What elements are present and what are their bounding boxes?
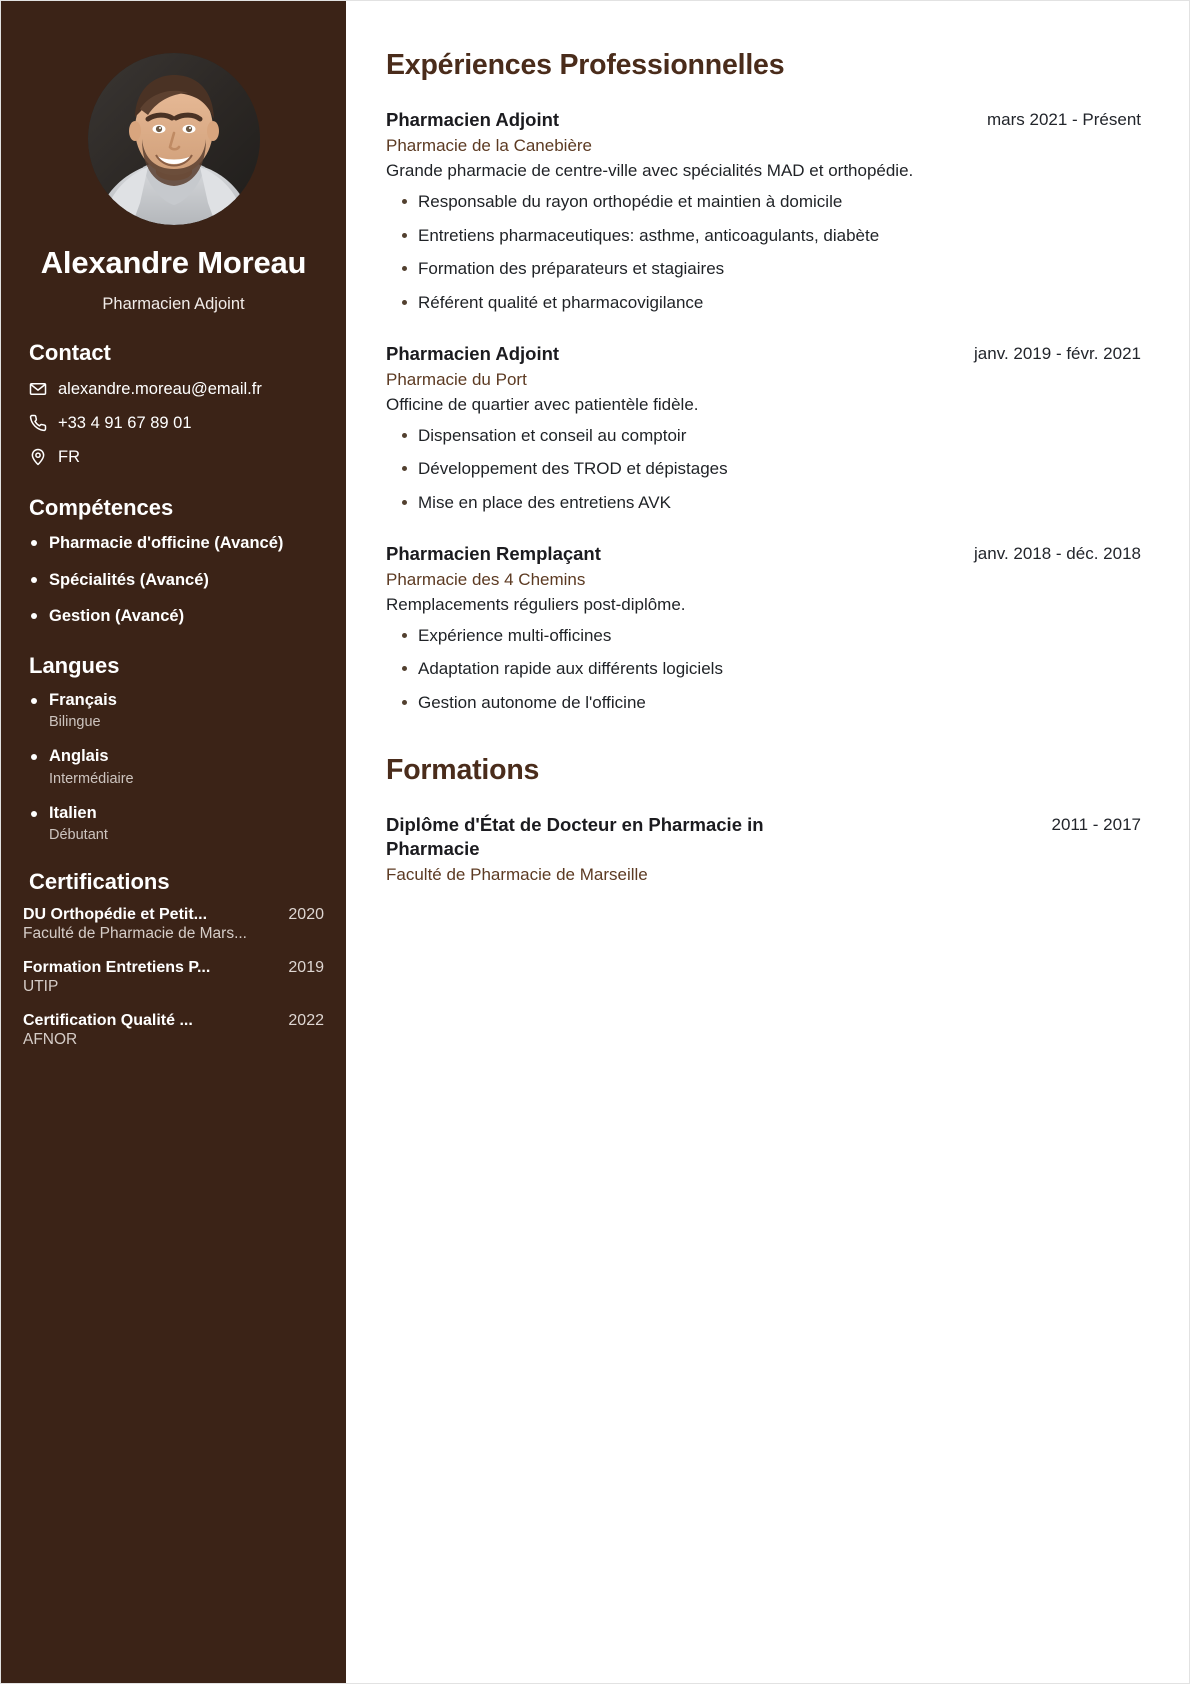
certification-header — [23, 1012, 324, 1030]
education-section-title: Formations — [386, 753, 540, 786]
experience-bullet: Dispensation et conseil au comptoir — [386, 424, 1141, 449]
avatar-container — [23, 1, 324, 225]
profile-photo — [88, 53, 260, 225]
contact-location-value: FR — [58, 447, 80, 466]
experience-role: Pharmacien Adjoint — [386, 342, 560, 364]
experience-bullets — [386, 624, 1141, 716]
skill-item: Pharmacie d'officine (Avancé) — [28, 532, 324, 554]
experience-description: Officine de quartier avec patientèle fidèle. — [386, 395, 699, 415]
certification-org: UTIP — [23, 978, 59, 996]
languages-list — [23, 690, 324, 843]
language-name: Français — [49, 691, 117, 710]
contact-heading: Contact — [29, 340, 111, 365]
education-degree: Diplôme d'État de Docteur en Pharmacie in Pharmacie — [386, 813, 764, 859]
language-item — [28, 746, 324, 786]
experience-date: janv. 2019 - févr. 2021 — [974, 343, 1141, 363]
experience-section-title: Expériences Professionnelles — [386, 49, 785, 81]
contact-phone[interactable] — [23, 411, 324, 436]
skill-item: Gestion (Avancé) — [28, 605, 324, 627]
skills-list — [23, 532, 324, 627]
experience-entry-header — [386, 108, 1141, 132]
experience-role: Pharmacien Adjoint — [386, 109, 560, 130]
experience-bullet: Responsable du rayon orthopédie et maintien à domicile — [386, 190, 1141, 215]
experience-bullets — [386, 190, 1141, 316]
certification-year: 2022 — [288, 1012, 324, 1030]
language-item — [28, 803, 324, 843]
sidebar — [1, 1, 346, 1683]
experience-date: janv. 2018 - déc. 2018 — [974, 543, 1141, 563]
experience-bullet: Mise en place des entretiens AVK — [386, 491, 1141, 516]
experience-entry-header — [386, 542, 1141, 566]
certification-item — [23, 959, 324, 996]
certification-org: AFNOR — [23, 1031, 78, 1049]
experience-org: Pharmacie de la Canebière — [386, 136, 593, 156]
certification-year: 2019 — [288, 959, 324, 977]
languages-heading: Langues — [29, 653, 120, 679]
certification-org: Faculté de Pharmacie de Mars... — [23, 925, 247, 943]
experience-bullet: Adaptation rapide aux différents logiciels — [386, 657, 1141, 682]
certification-name: Certification Qualité ... — [23, 1012, 193, 1030]
experience-bullet: Référent qualité et pharmacovigilance — [386, 291, 1141, 316]
skills-heading: Compétences — [29, 495, 174, 521]
language-level: Bilingue — [49, 714, 101, 731]
envelope-icon — [28, 380, 47, 399]
full-name: Alexandre Moreau — [40, 245, 307, 280]
experience-role: Pharmacien Remplaçant — [386, 542, 601, 564]
experience-entry — [386, 542, 1141, 716]
experience-entry — [386, 342, 1141, 516]
experience-date: mars 2021 - Présent — [986, 110, 1141, 129]
experience-org: Pharmacie du Port — [386, 370, 527, 390]
experience-bullet: Entretiens pharmaceutiques: asthme, anticoagulants, diabète — [386, 224, 1141, 249]
language-level: Intermédiaire — [49, 770, 134, 787]
experience-entry — [386, 108, 1141, 316]
contact-location[interactable] — [23, 445, 324, 470]
certifications-heading: Certifications — [29, 869, 170, 895]
certification-item — [23, 1012, 324, 1049]
phone-icon — [28, 414, 47, 433]
experience-org: Pharmacie des 4 Chemins — [386, 569, 586, 589]
education-school: Faculté de Pharmacie de Marseille — [386, 865, 648, 885]
certification-item — [23, 906, 324, 943]
education-entry — [386, 813, 1141, 886]
contact-email[interactable] — [23, 377, 324, 402]
main-content — [346, 1, 1189, 1683]
language-level: Débutant — [49, 827, 108, 844]
certifications-list — [23, 906, 324, 1049]
language-name: Italien — [49, 803, 97, 822]
education-date: 2011 - 2017 — [1051, 814, 1141, 834]
certification-header — [23, 959, 324, 977]
certification-header — [23, 906, 324, 924]
experience-bullet: Expérience multi-officines — [386, 624, 1141, 649]
experience-description: Remplacements réguliers post-diplôme. — [386, 594, 686, 614]
experience-bullet: Formation des préparateurs et stagiaires — [386, 257, 1141, 282]
certification-name: DU Orthopédie et Petit... — [23, 906, 208, 924]
experience-bullets — [386, 424, 1141, 516]
contact-phone-value: +33 4 91 67 89 01 — [58, 413, 192, 432]
experience-bullet: Développement des TROD et dépistages — [386, 457, 1141, 482]
location-pin-icon — [28, 447, 47, 466]
language-name: Anglais — [49, 747, 109, 766]
experience-description: Grande pharmacie de centre-ville avec spécialités MAD et orthopédie. — [386, 161, 914, 181]
job-title: Pharmacien Adjoint — [102, 295, 245, 313]
education-entry-header — [386, 813, 1141, 862]
skill-item: Spécialités (Avancé) — [28, 569, 324, 591]
experience-bullet: Gestion autonome de l'officine — [386, 691, 1141, 716]
certification-name: Formation Entretiens P... — [23, 959, 211, 977]
language-item — [28, 690, 324, 730]
contact-email-value: alexandre.moreau@email.fr — [58, 380, 262, 398]
experience-entry-header — [386, 342, 1141, 366]
contact-list — [23, 377, 324, 469]
certification-year: 2020 — [288, 906, 324, 924]
